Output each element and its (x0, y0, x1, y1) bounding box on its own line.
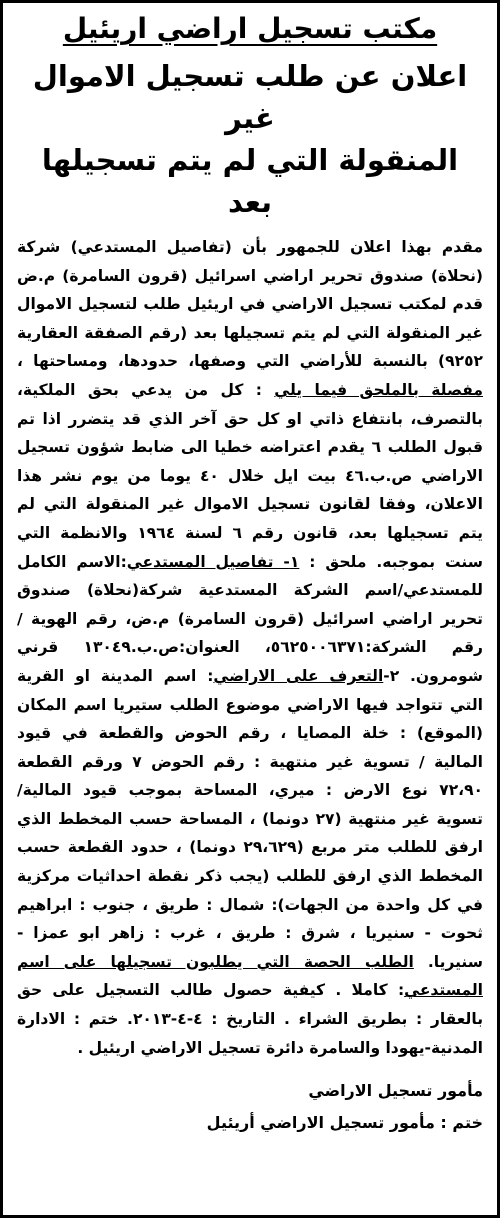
office-title: مكتب تسجيل اراضي اريئيل (62, 12, 438, 45)
intro-text: مقدم بهذا اعلان للجمهور بأن (تفاصيل المستدعي) شركة (نحلاة) صندوق تحرير اراضي اسرائيل (قرون السامرة) م.ض قدم لمكتب تسجيل الاراضي في اريئيل طلب لتسجيل الاموال غير المنقولة التي لم يتم تسجيلها بعد (رقم الصفقة العقارية ٩٢٥٢) بالنسبة للأراضي التي وصفها، حدودها، ومساحتها ، (17, 238, 483, 371)
signature-stamp: ختم : مأمور تسجيل الاراضي أريئيل (206, 1113, 483, 1133)
announcement-headline (17, 55, 483, 223)
signature-title: مأمور تسجيل الاراضي (308, 1081, 483, 1101)
applicant-details: :الاسم الكامل للمستدعي/اسم الشركة المستدعية شركة(نحلاة) صندوق تحرير اراضي اسرائيل (قرون السامرة) م.ض، رقم الهوية / رقم الشركة:٥٦٢٥٠٠٦٣٧١، العنوان:ص.ب.١٣٠٤٩ قرني شومرون. ٢- (17, 552, 483, 685)
announcement-body (17, 233, 483, 1062)
land-details: : اسم المدينة او القرية التي تتواجد فيها الاراضي موضوع الطلب ستيريا اسم المكان (الموقع) : خلة المصايا ، رقم الحوض والقطعة في قيود المالية / تسوية غير منتهية : رقم الحوض ٧ ورقم القطعة ٧٢،٩٠ نوع الارض : ميري، المساحة بموجب قيود المالية/ تسوية غير منتهية (٢٧ دونما) ، المساحة حسب المخطط الذي ارفق للطلب متر مربع (٢٩،٦٢٩ دونما) ، حدود القطعة حسب المخطط الذي ارفق للطلب (يجب ذكر نقطة احداثيات مركزية في كل واحدة من الجهات): شمال : طريق ، جنوب : ابراهيم ثحوت - سنيريا ، شرق : طريق ، غرب : زاهر ابو عمزا - سنيريا. (17, 666, 483, 971)
headline-line-1: اعلان عن طلب تسجيل الاموال غير (32, 59, 468, 135)
land-heading: التعرف على الاراضي (213, 666, 384, 685)
signature-block (17, 1076, 483, 1138)
objection-text: : كل من يدعي بحق الملكية، بالتصرف، بانتفاع ذاتي او كل حق آخر الذي قد يتضرر اذا تم قبول الطلب ٦ يقدم اعتراضه خطيا الى ضابط شؤون تسجيل الاراضي ص.ب.٤٦ بيت ايل خلال ٤٠ يوما من يوم نشر هذا الاعلان، وفقا لقانون تسجيل الاموال غير المنقولة التي لم يتم تسجيلها بعد، قانون رقم ٦ لسنة ١٩٦٤ والانظمة التي سنت بموجبه. ملحق : (17, 380, 483, 571)
acquisition-text: . كيفية حصول طالب التسجيل على حق بالعقار : بطريق الشراء . التاريخ : ٤-٤-٢٠١٣. ختم : الادارة المدنية-يهودا والسامرة دائرة تسجيل الاراضي اريئيل . (17, 981, 484, 1057)
body-paragraph (17, 233, 483, 1062)
annex-reference: مفصلة بالملحق فيما يلي (274, 380, 483, 399)
share-value: : كاملا (351, 981, 405, 1000)
share-heading: الطلب الحصة التي يطلبون تسجيلها على اسم المستدعي (17, 952, 483, 1000)
applicant-heading: ١- تفاصيل المستدعي (126, 552, 300, 571)
headline-line-2: المنقولة التي لم يتم تسجيلها بعد (41, 143, 459, 219)
